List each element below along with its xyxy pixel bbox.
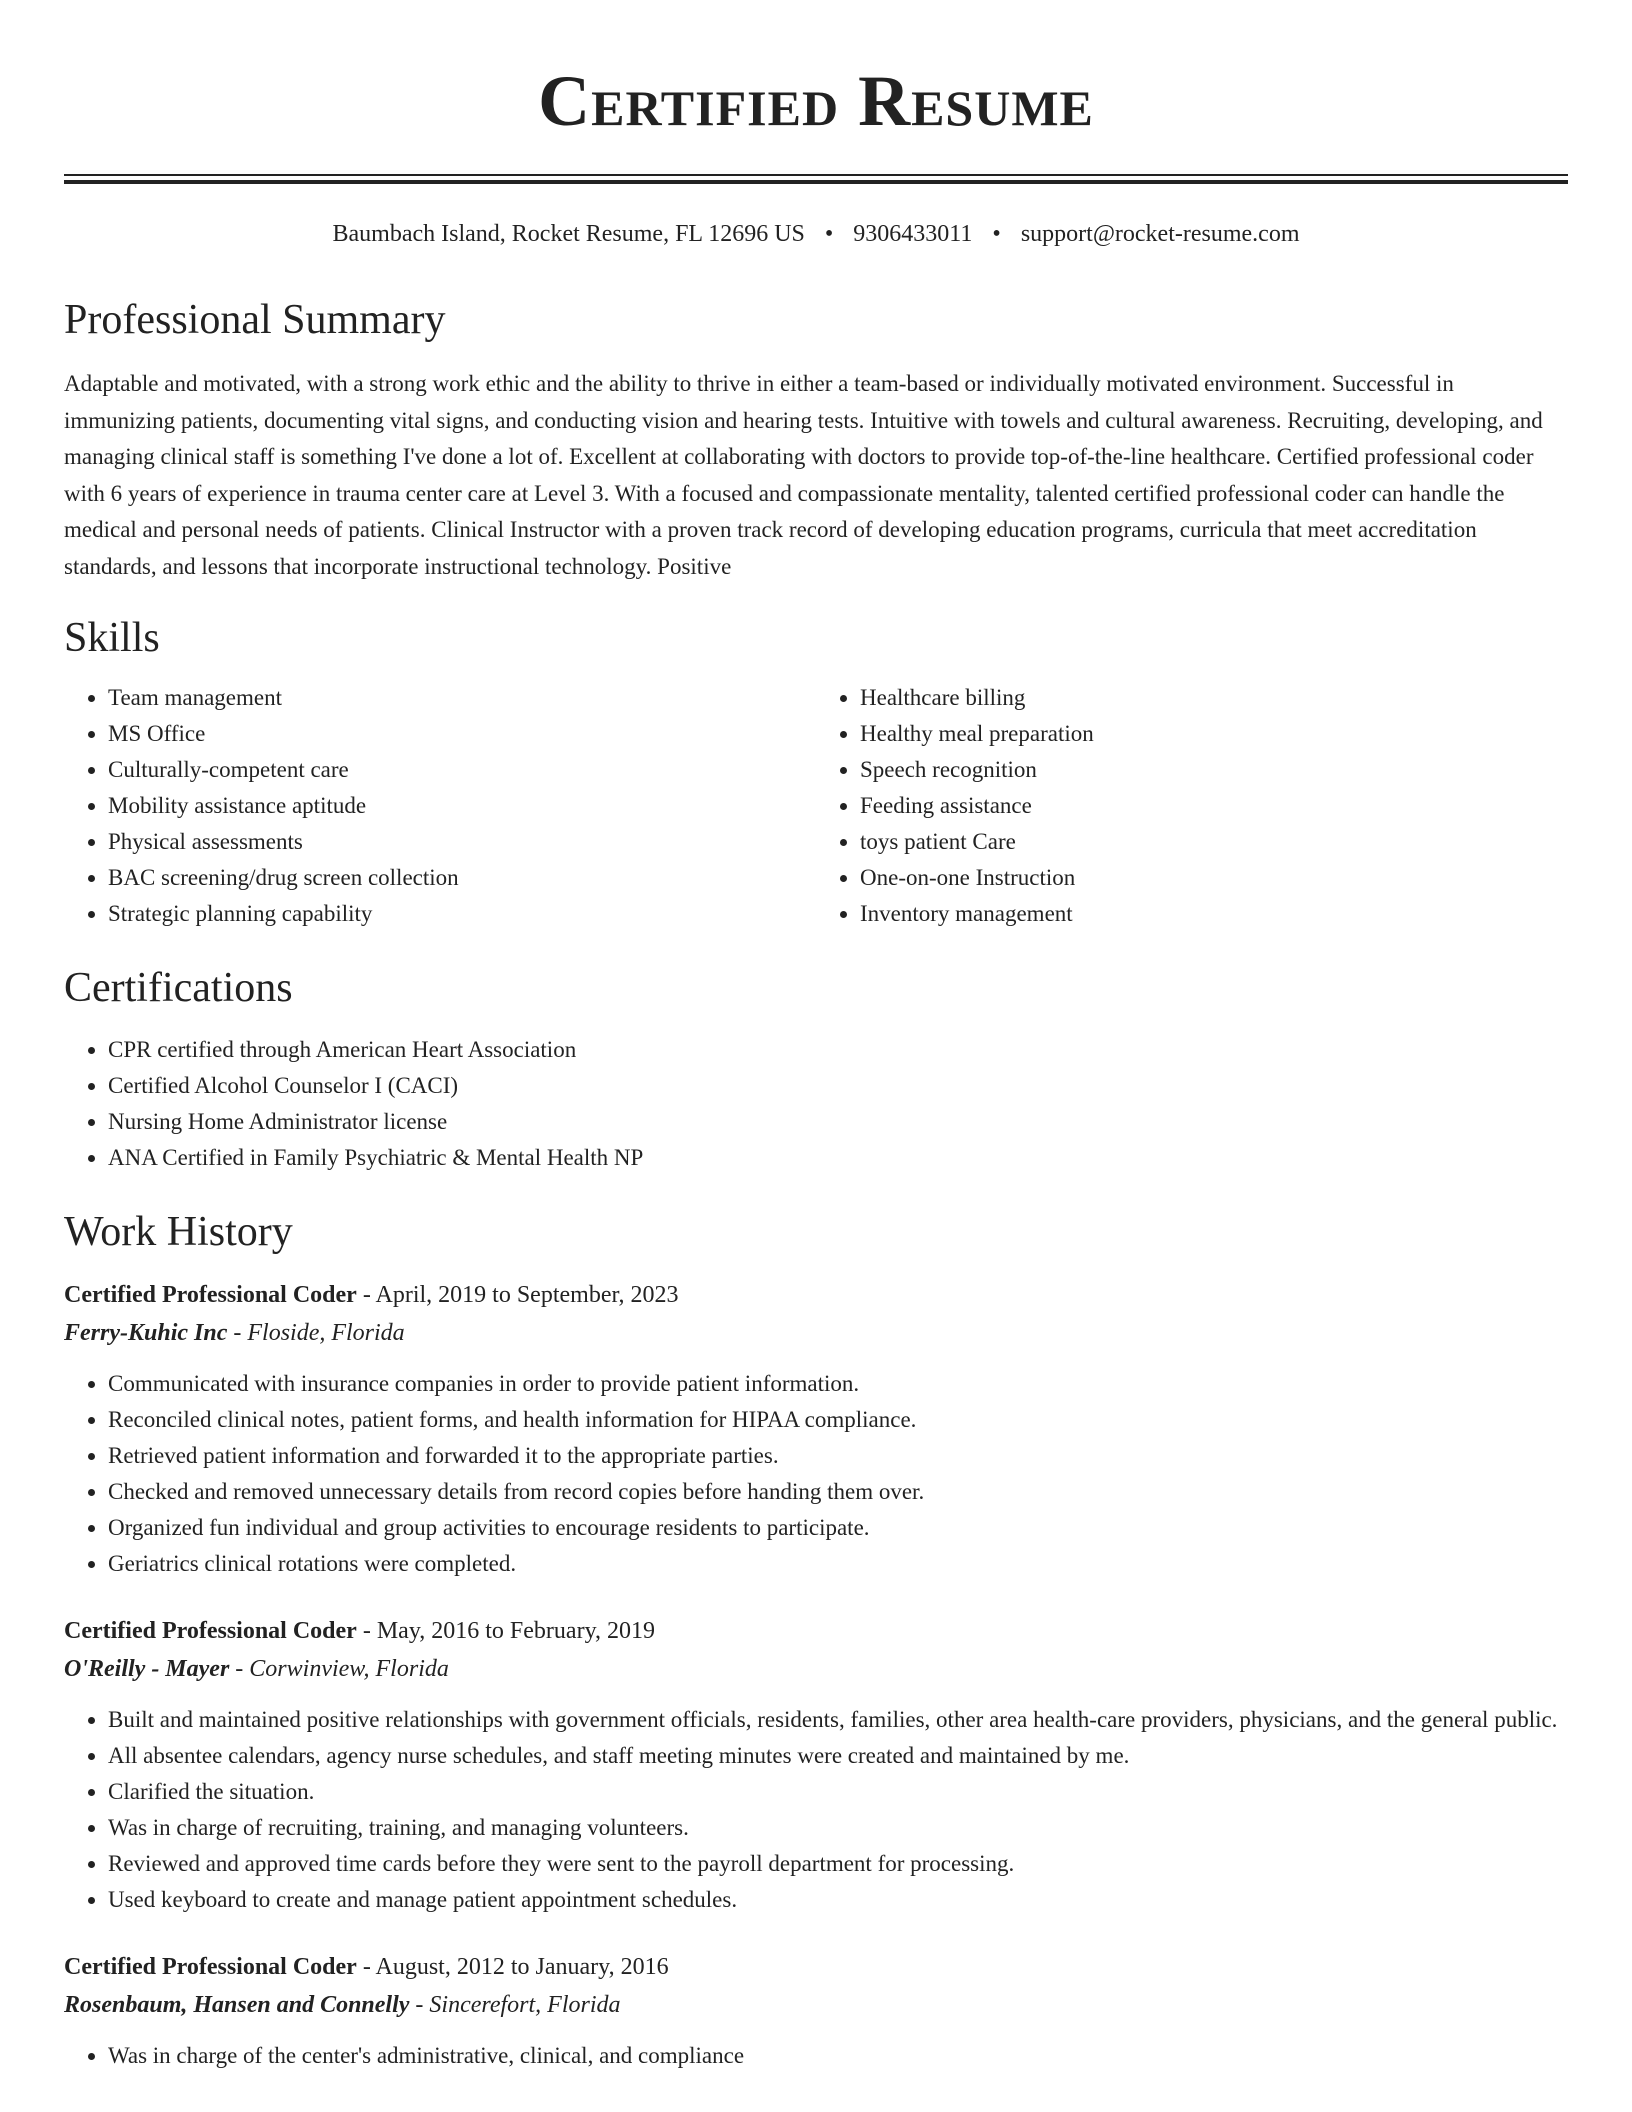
skill-item: • Strategic planning capability	[108, 896, 816, 932]
contact-line	[64, 218, 1568, 250]
job-bullet: • All absentee calendars, agency nurse schedules, and staff meeting minutes were created and maintained by me.	[108, 1738, 1568, 1774]
contact-phone: 9306433011	[853, 221, 973, 247]
job-dates: April, 2019 to September, 2023	[375, 1281, 679, 1308]
job-bullets	[64, 2038, 1568, 2074]
job-dates: August, 2012 to January, 2016	[375, 1953, 669, 1980]
job-bullet: • Retrieved patient information and forwarded it to the appropriate parties.	[108, 1438, 1568, 1474]
contact-email: support@rocket-resume.com	[1020, 221, 1300, 247]
job-bullets	[64, 1366, 1568, 1582]
job-bullet: • Reviewed and approved time cards before they were sent to the payroll department for processing.	[108, 1846, 1568, 1882]
job-bullet: • Was in charge of the center's administrative, clinical, and compliance	[108, 2038, 1568, 2074]
job-title: Certified Professional Coder	[64, 1617, 357, 1644]
job-location: Sincerefort, Florida	[429, 1991, 621, 2018]
skills-list-right	[816, 680, 1568, 932]
skill-item: • Speech recognition	[860, 752, 1568, 788]
certification-item: • ANA Certified in Family Psychiatric & Mental Health NP	[108, 1140, 1568, 1176]
summary-section	[64, 294, 1568, 586]
job-location: Corwinview, Florida	[249, 1655, 449, 1682]
job-bullets	[64, 1702, 1568, 1918]
job-company: Rosenbaum, Hansen and Connelly	[64, 1991, 410, 2018]
skills-grid	[64, 680, 1568, 932]
skill-item: • Feeding assistance	[860, 788, 1568, 824]
skills-list-left	[64, 680, 816, 932]
skill-item: • Inventory management	[860, 896, 1568, 932]
job-dates: May, 2016 to February, 2019	[376, 1617, 656, 1644]
job-location: Floside, Florida	[247, 1319, 405, 1346]
summary-text: Adaptable and motivated, with a strong work ethic and the ability to thrive in either a team-based or individually motivated environment. Successful in immunizing patients, documenting vital signs, and conducting vision and hearing tests. Intuitive with towels and cultural awareness. Recruiting, developing, and managing clinical staff is something I've done a lot of. Excellent at collaborating with doctors to provide top-of-the-line healthcare. Certified professional coder with 6 years of experience in trauma center care at Level 3. With a focused and compassionate mentality, talented certified professional coder can handle the medical and personal needs of patients. Clinical Instructor with a proven track record of developing education programs, curricula that meet accreditation standards, and lessons that incorporate instructional technology. Positive	[64, 371, 1543, 579]
skill-item: • Culturally-competent care	[108, 752, 816, 788]
skill-item: • toys patient Care	[860, 824, 1568, 860]
job-title: Certified Professional Coder	[64, 1953, 357, 1980]
contact-address: Baumbach Island, Rocket Resume, FL 12696 US	[332, 221, 805, 247]
job-bullet: • Clarified the situation.	[108, 1774, 1568, 1810]
certification-item: • Certified Alcohol Counselor I (CACI)	[108, 1068, 1568, 1104]
job-header: Certified Professional Coder - August, 2012 to January, 2016	[64, 1953, 669, 1980]
contact-separator: •	[992, 221, 1001, 247]
skill-item: • MS Office	[108, 716, 816, 752]
skills-section	[64, 612, 1568, 932]
job-header: Certified Professional Coder - May, 2016 to February, 2019	[64, 1617, 656, 1644]
skill-item: • Physical assessments	[108, 824, 816, 860]
job-header: Certified Professional Coder - April, 2019 to September, 2023	[64, 1281, 679, 1308]
work-history-heading: Work History	[64, 1208, 293, 1255]
job-entry	[64, 1276, 1568, 1582]
skill-item: • Team management	[108, 680, 816, 716]
skill-item: • Healthcare billing	[860, 680, 1568, 716]
certifications-heading: Certifications	[64, 964, 293, 1011]
job-bullet: • Organized fun individual and group activities to encourage residents to participate.	[108, 1510, 1568, 1546]
skill-item: • One-on-one Instruction	[860, 860, 1568, 896]
job-bullet: • Built and maintained positive relationships with government officials, residents, families, other area health-care providers, physicians, and the general public.	[108, 1702, 1568, 1738]
job-title: Certified Professional Coder	[64, 1281, 357, 1308]
job-company-line: Ferry-Kuhic Inc - Floside, Florida	[64, 1319, 405, 1346]
summary-heading: Professional Summary	[64, 297, 446, 343]
job-entry	[64, 1948, 1568, 2074]
job-company-line: Rosenbaum, Hansen and Connelly - Sincerefort, Florida	[64, 1991, 621, 2018]
job-company: O'Reilly - Mayer	[64, 1655, 230, 1682]
job-bullet: • Was in charge of recruiting, training, and managing volunteers.	[108, 1810, 1568, 1846]
skill-item: • Mobility assistance aptitude	[108, 788, 816, 824]
skill-item: • Healthy meal preparation	[860, 716, 1568, 752]
job-bullet: • Reconciled clinical notes, patient forms, and health information for HIPAA compliance.	[108, 1402, 1568, 1438]
job-entry	[64, 1612, 1568, 1918]
resume-title: Certified Resume	[538, 61, 1094, 141]
job-bullet: • Checked and removed unnecessary details from record copies before handing them over.	[108, 1474, 1568, 1510]
job-bullet: • Geriatrics clinical rotations were completed.	[108, 1546, 1568, 1582]
job-company: Ferry-Kuhic Inc	[64, 1319, 228, 1346]
certifications-list	[64, 1032, 1568, 1176]
job-bullet: • Used keyboard to create and manage patient appointment schedules.	[108, 1882, 1568, 1918]
job-company-line: O'Reilly - Mayer - Corwinview, Florida	[64, 1655, 449, 1682]
skill-item: • BAC screening/drug screen collection	[108, 860, 816, 896]
skills-heading: Skills	[64, 614, 160, 661]
job-bullet: • Communicated with insurance companies in order to provide patient information.	[108, 1366, 1568, 1402]
contact-separator: •	[824, 221, 834, 247]
certifications-section	[64, 962, 1568, 1176]
certification-item: • Nursing Home Administrator license	[108, 1104, 1568, 1140]
title-divider	[64, 174, 1568, 184]
resume-page	[64, 0, 1568, 2074]
certification-item: • CPR certified through American Heart Association	[108, 1032, 1568, 1068]
work-history-section	[64, 1206, 1568, 2074]
